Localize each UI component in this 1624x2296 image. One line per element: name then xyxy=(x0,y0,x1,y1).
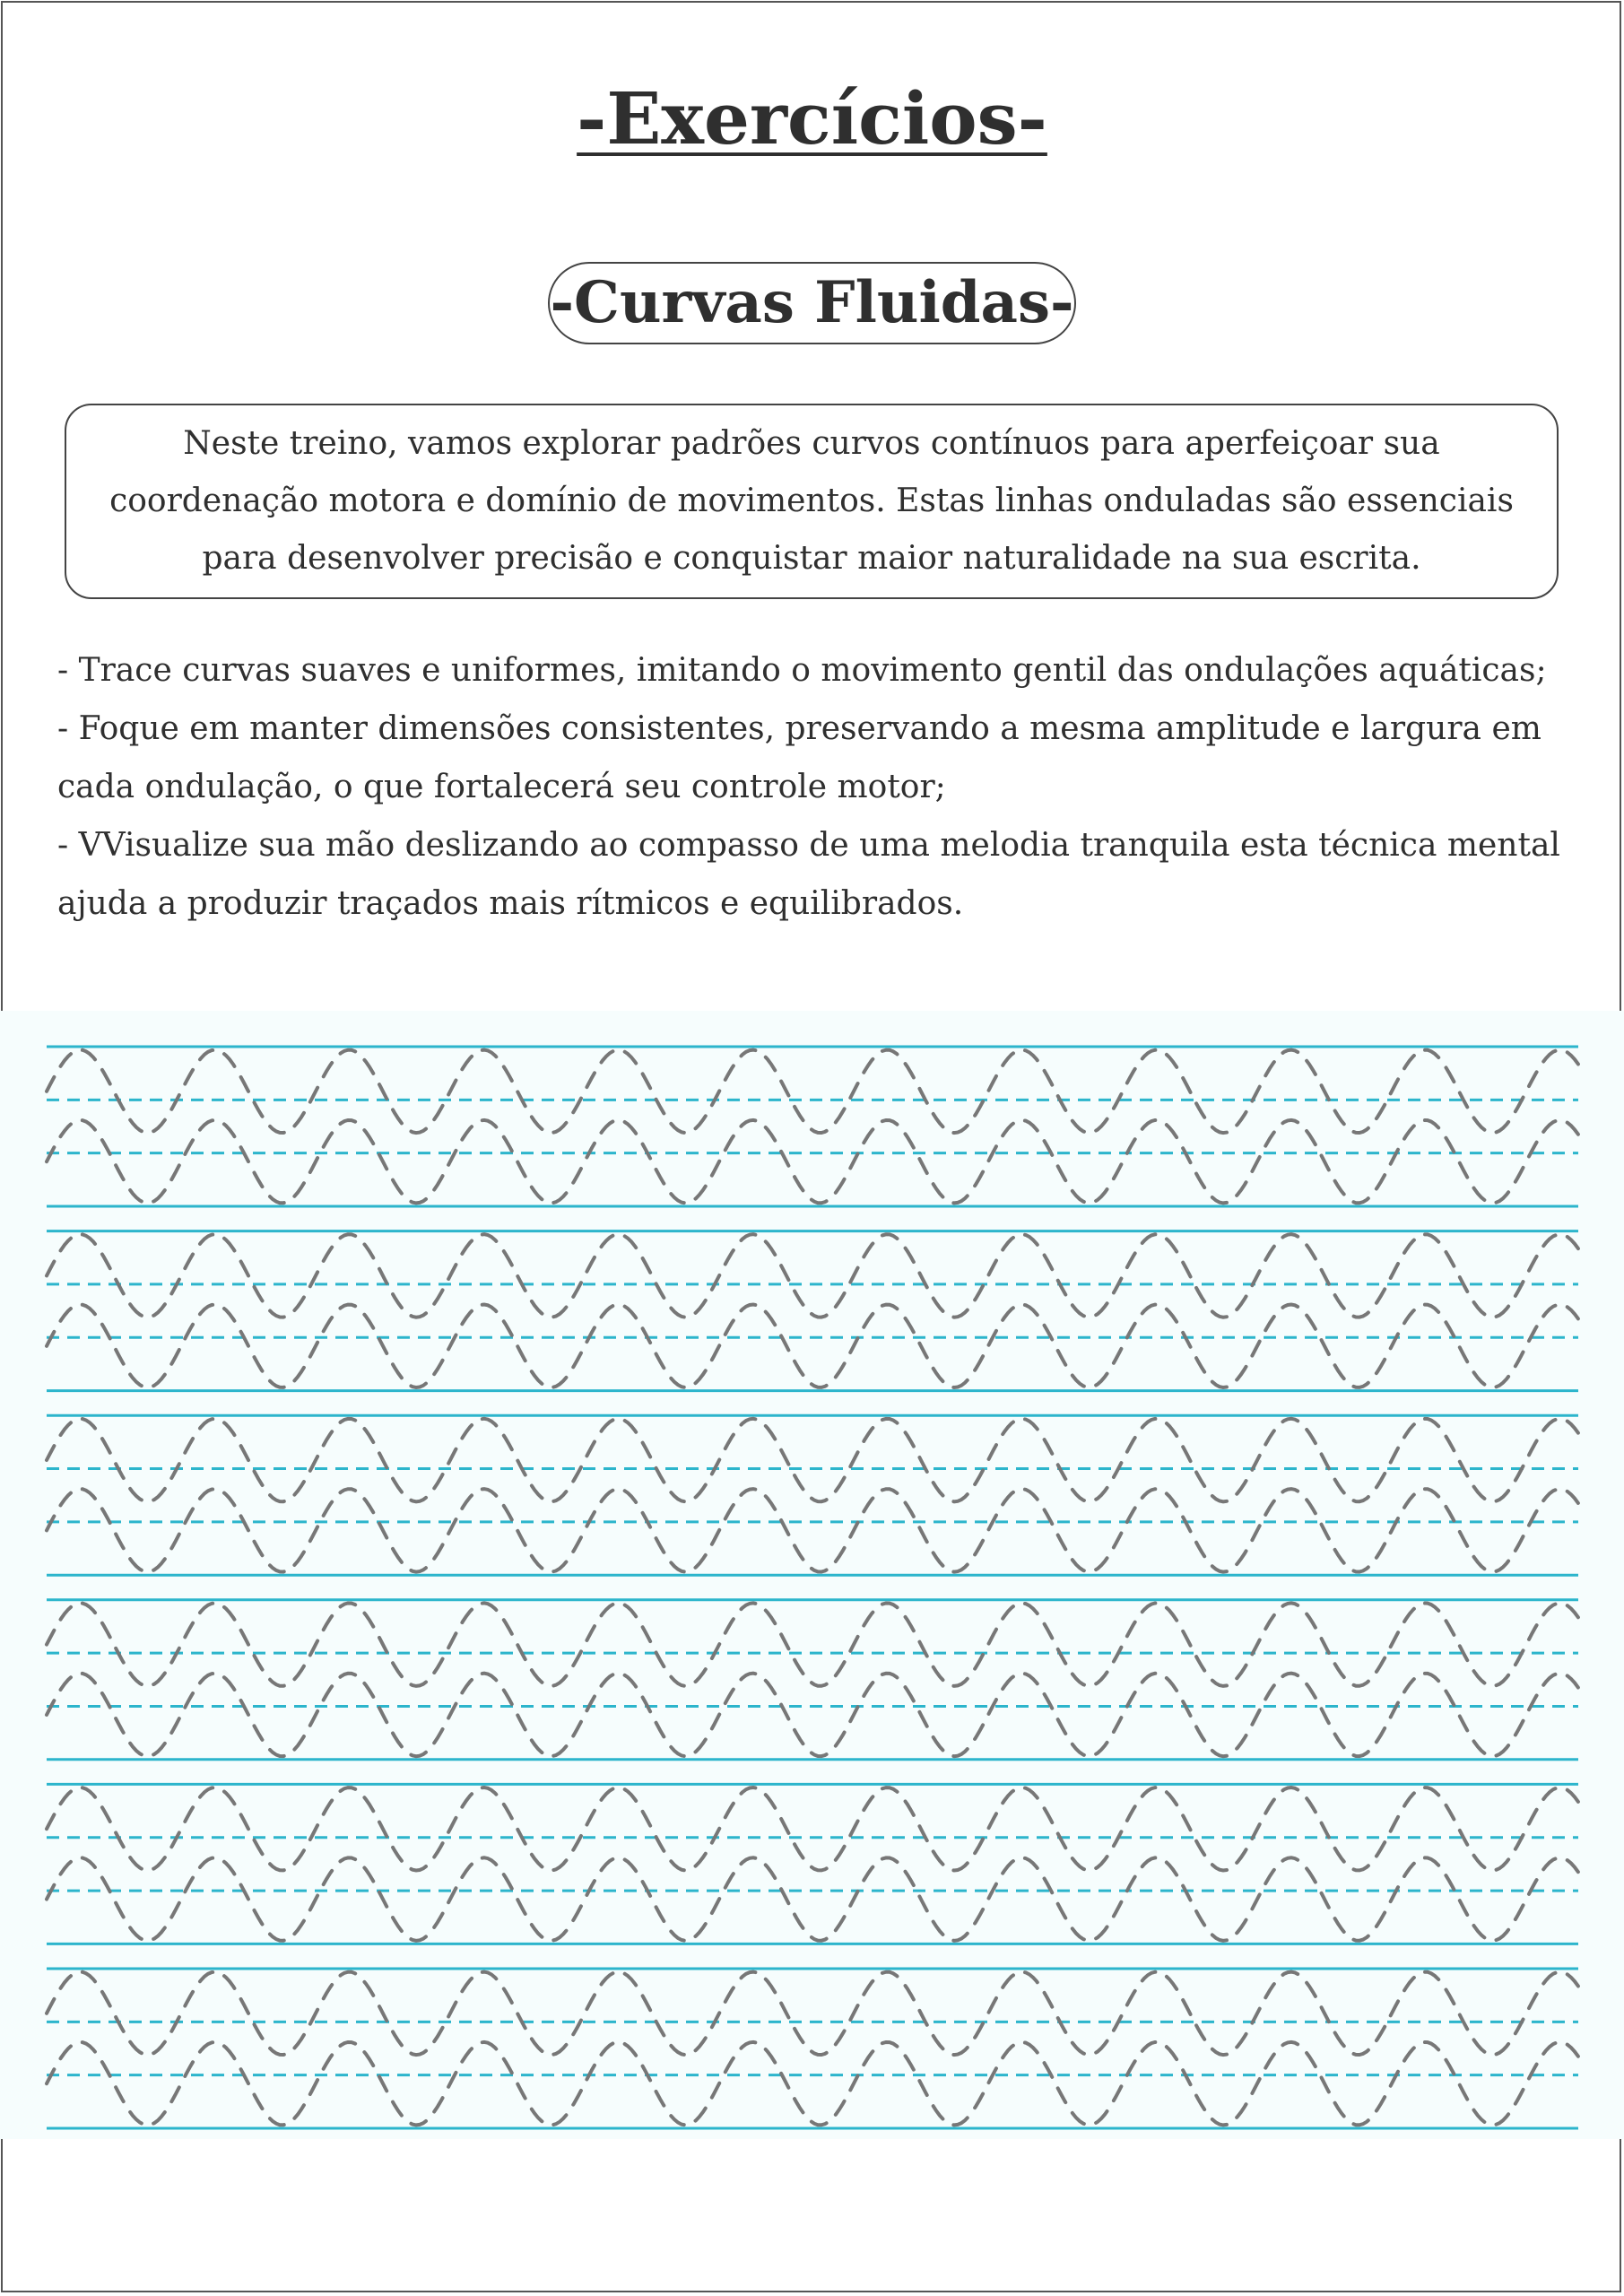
wave-trace-upper xyxy=(47,1234,1578,1318)
page-title xyxy=(0,76,1624,161)
wave-trace-upper xyxy=(47,1787,1578,1871)
page-title-text: -Exercícios- xyxy=(577,76,1047,161)
instruction-item: - Trace curvas suaves e uniformes, imitando o movimento gentil das ondulações aquáticas; xyxy=(57,652,1547,689)
instruction-list xyxy=(57,641,1600,933)
instruction-item: - Foque em manter dimensões consistentes, preservando a mesma amplitude e largura em cada ondulação, o que fortalecerá seu controle motor; xyxy=(57,710,1541,805)
intro-text-box: Neste treino, vamos explorar padrões curvos contínuos para aperfeiçoar sua coordenação motora e domínio de movimentos. Estas linhas onduladas são essenciais para desenvolver precisão e conquistar maior naturalidade na sua escrita. xyxy=(65,404,1559,599)
wave-trace-upper xyxy=(47,1050,1578,1134)
wave-trace-upper xyxy=(47,1972,1578,2056)
wave-trace-upper xyxy=(47,1419,1578,1502)
tracing-canvas xyxy=(0,1011,1624,2139)
exercise-subtitle: -Curvas Fluidas- xyxy=(548,262,1076,344)
instruction-item: - VVisualize sua mão deslizando ao compasso de uma melodia tranquila esta técnica mental ajuda a produzir traçados mais rítmicos e equilibrados. xyxy=(57,827,1560,922)
wave-trace-upper xyxy=(47,1603,1578,1686)
tracing-worksheet xyxy=(0,1011,1624,2139)
